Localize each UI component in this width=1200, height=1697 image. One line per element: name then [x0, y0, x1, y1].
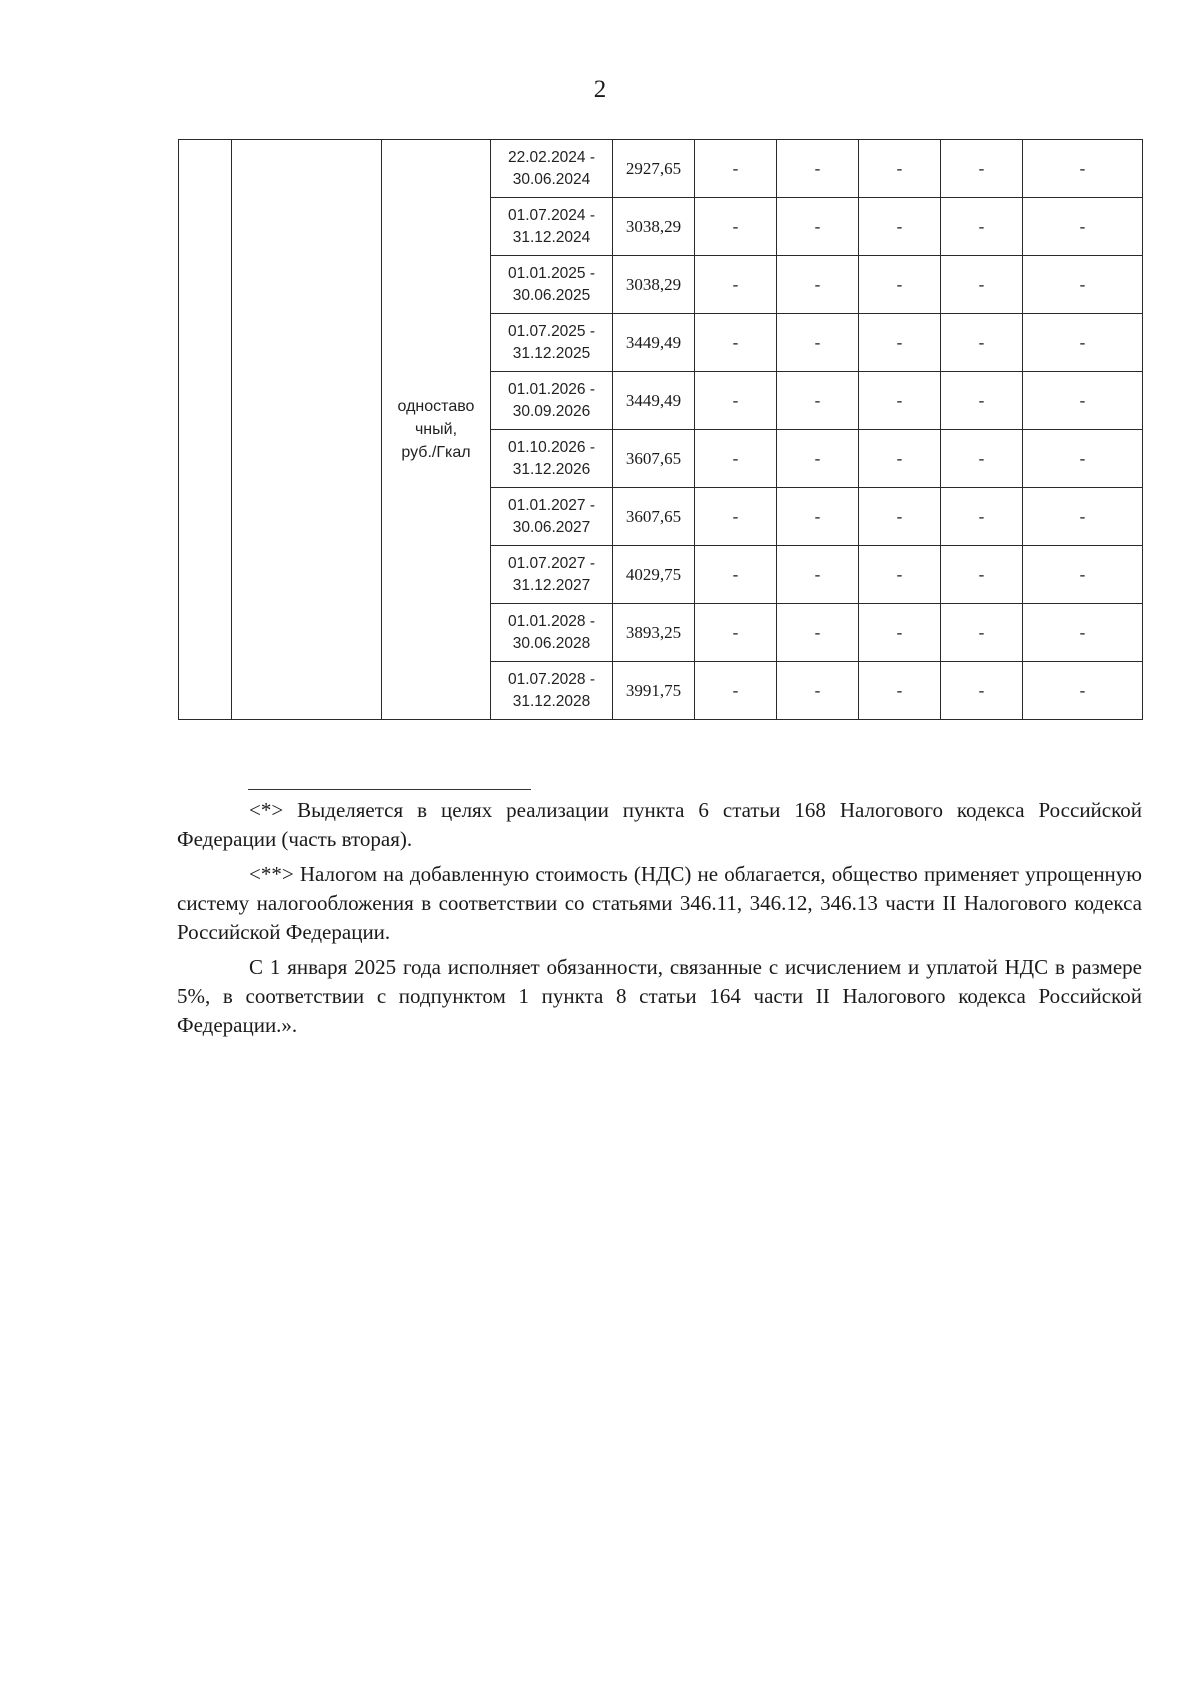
empty-value-cell: -	[777, 314, 859, 372]
empty-value-cell: -	[777, 662, 859, 720]
footnote-vat-2025: С 1 января 2025 года исполняет обязанности, связанные с исчислением и уплатой НДС в размере 5%, в соответствии с подпунктом 1 пункта 8 статьи 164 части II Налогового кодекса Российской Федерации.».	[177, 955, 1142, 1037]
tariff-unit-cell	[382, 140, 491, 720]
period-cell	[491, 140, 613, 198]
empty-value-cell: -	[941, 372, 1023, 430]
empty-value-cell: -	[859, 198, 941, 256]
empty-value-cell: -	[777, 430, 859, 488]
empty-value-cell: -	[777, 604, 859, 662]
tariff-table	[178, 139, 1143, 720]
empty-value-cell: -	[941, 546, 1023, 604]
empty-value-cell: -	[695, 546, 777, 604]
empty-number-cell	[179, 140, 232, 720]
footnote-separator	[248, 789, 531, 790]
period-start: 01.01.2028 -	[507, 612, 596, 630]
tariff-value-cell: 3038,29	[613, 198, 695, 256]
tariff-value-cell: 4029,75	[613, 546, 695, 604]
empty-value-cell: -	[941, 662, 1023, 720]
tariff-unit-line: чный,	[414, 421, 458, 438]
period-end: 30.06.2024	[512, 170, 591, 188]
period-end: 30.09.2026	[512, 402, 591, 420]
empty-value-cell: -	[941, 488, 1023, 546]
empty-value-cell: -	[859, 546, 941, 604]
period-cell	[491, 198, 613, 256]
tariff-value-cell: 2927,65	[613, 140, 695, 198]
period-end: 30.06.2028	[512, 634, 591, 652]
period-cell	[491, 662, 613, 720]
empty-value-cell: -	[777, 140, 859, 198]
period-start: 01.10.2026 -	[507, 438, 596, 456]
empty-value-cell: -	[859, 256, 941, 314]
tariff-value-cell: 3038,29	[613, 256, 695, 314]
empty-value-cell: -	[1023, 604, 1143, 662]
page-number: 2	[593, 76, 607, 103]
period-start: 22.02.2024 -	[507, 148, 596, 166]
period-end: 31.12.2027	[512, 576, 591, 594]
empty-value-cell: -	[1023, 430, 1143, 488]
empty-value-cell: -	[695, 198, 777, 256]
empty-value-cell: -	[695, 372, 777, 430]
period-start: 01.01.2027 -	[507, 496, 596, 514]
empty-value-cell: -	[1023, 256, 1143, 314]
tariff-unit-line: руб./Гкал	[401, 444, 471, 461]
empty-value-cell: -	[941, 140, 1023, 198]
tariff-table-body	[179, 140, 1143, 720]
period-cell	[491, 314, 613, 372]
tariff-unit-line: одноставо	[397, 398, 475, 415]
empty-value-cell: -	[777, 256, 859, 314]
period-start: 01.07.2028 -	[507, 670, 596, 688]
empty-value-cell: -	[777, 488, 859, 546]
empty-value-cell: -	[859, 372, 941, 430]
footnotes	[177, 796, 1142, 1046]
empty-value-cell: -	[859, 662, 941, 720]
tariff-value-cell: 3991,75	[613, 662, 695, 720]
period-end: 30.06.2027	[512, 518, 591, 536]
empty-value-cell: -	[777, 198, 859, 256]
period-cell	[491, 372, 613, 430]
period-cell	[491, 256, 613, 314]
empty-value-cell: -	[695, 662, 777, 720]
empty-value-cell: -	[695, 488, 777, 546]
tariff-value-cell: 3449,49	[613, 372, 695, 430]
empty-value-cell: -	[695, 140, 777, 198]
tariff-value-cell: 3449,49	[613, 314, 695, 372]
period-end: 31.12.2028	[512, 692, 591, 710]
period-start: 01.01.2025 -	[507, 264, 596, 282]
period-end: 30.06.2025	[512, 286, 591, 304]
empty-value-cell: -	[695, 604, 777, 662]
footnote-vat-exempt: <**> Налогом на добавленную стоимость (НДС) не облагается, общество применяет упрощенную систему налогообложения в соответствии со статьями 346.11, 346.12, 346.13 части II Налогового кодекса Российской Федерации.	[177, 862, 1142, 944]
empty-value-cell: -	[1023, 314, 1143, 372]
period-end: 31.12.2024	[512, 228, 591, 246]
empty-value-cell: -	[941, 314, 1023, 372]
period-end: 31.12.2026	[512, 460, 591, 478]
empty-value-cell: -	[859, 488, 941, 546]
period-start: 01.01.2026 -	[507, 380, 596, 398]
footnote-vat-allocation: <*> Выделяется в целях реализации пункта 6 статьи 168 Налогового кодекса Российской Федерации (часть вторая).	[177, 798, 1142, 851]
table-row	[179, 140, 1143, 198]
period-cell	[491, 604, 613, 662]
period-start: 01.07.2024 -	[507, 206, 596, 224]
empty-value-cell: -	[941, 430, 1023, 488]
period-start: 01.07.2027 -	[507, 554, 596, 572]
empty-value-cell: -	[1023, 662, 1143, 720]
empty-name-cell	[232, 140, 382, 720]
empty-value-cell: -	[941, 604, 1023, 662]
empty-value-cell: -	[695, 430, 777, 488]
empty-value-cell: -	[859, 140, 941, 198]
empty-value-cell: -	[859, 430, 941, 488]
period-end: 31.12.2025	[512, 344, 591, 362]
empty-value-cell: -	[1023, 546, 1143, 604]
tariff-value-cell: 3893,25	[613, 604, 695, 662]
period-start: 01.07.2025 -	[507, 322, 596, 340]
empty-value-cell: -	[859, 314, 941, 372]
empty-value-cell: -	[1023, 372, 1143, 430]
period-cell	[491, 546, 613, 604]
empty-value-cell: -	[1023, 488, 1143, 546]
period-cell	[491, 430, 613, 488]
empty-value-cell: -	[941, 198, 1023, 256]
empty-value-cell: -	[777, 546, 859, 604]
tariff-value-cell: 3607,65	[613, 488, 695, 546]
empty-value-cell: -	[941, 256, 1023, 314]
tariff-value-cell: 3607,65	[613, 430, 695, 488]
period-cell	[491, 488, 613, 546]
empty-value-cell: -	[695, 256, 777, 314]
empty-value-cell: -	[1023, 198, 1143, 256]
empty-value-cell: -	[695, 314, 777, 372]
empty-value-cell: -	[777, 372, 859, 430]
empty-value-cell: -	[859, 604, 941, 662]
empty-value-cell: -	[1023, 140, 1143, 198]
